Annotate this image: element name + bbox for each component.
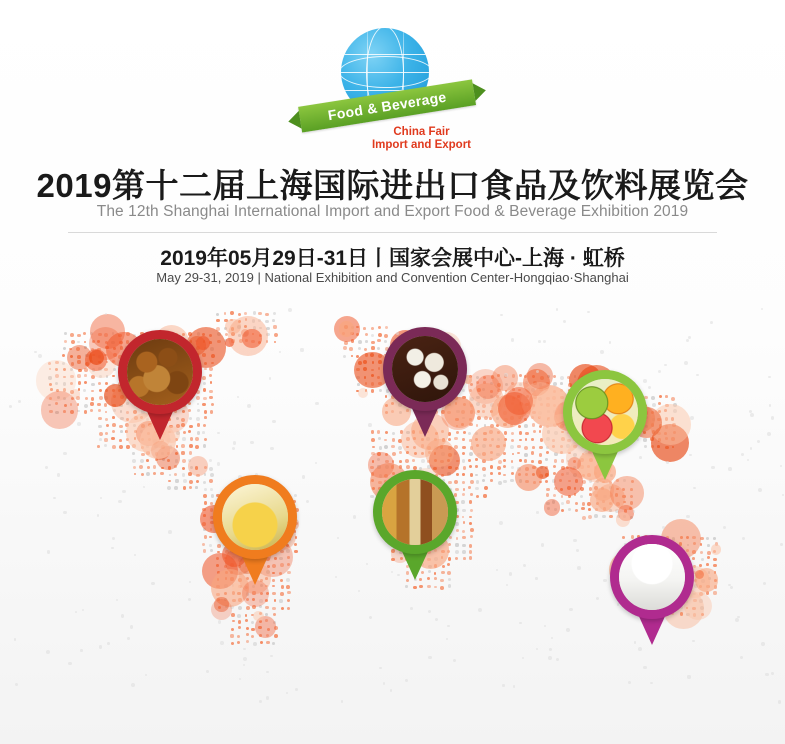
fresh-fruit-photo [572,379,638,445]
pin-chocolate[interactable] [383,327,467,439]
spices-and-grains-photo-fill [382,479,448,545]
olive-oil-photo [222,484,288,550]
pin-spices-head [373,470,457,554]
fresh-fruit-photo-fill [572,379,638,445]
world-map-graphic [0,305,785,705]
pin-milk-head [610,535,694,619]
logo-ribbon-text: Food & Beverage [326,88,447,124]
event-date-english: May 29-31, 2019 | National Exhibition and Convention Center-Hongqiao·Shanghai [156,270,629,285]
event-logo [0,22,785,150]
chocolate-and-nuts-photo-fill [392,336,458,402]
milk-photo [619,544,685,610]
nuts-and-dried-fruit-photo-fill [127,339,193,405]
pin-chocolate-head [383,327,467,411]
title-divider [68,232,717,233]
pin-milk[interactable] [610,535,694,647]
pin-fruit-head [563,370,647,454]
logo-subtitle [357,126,487,152]
logo-graphic [293,22,493,150]
pin-oil[interactable] [213,475,297,587]
nuts-and-dried-fruit-photo [127,339,193,405]
page-title-chinese: 2019第十二届上海国际进出口食品及饮料展览会 [36,167,749,204]
pin-fruit[interactable] [563,370,647,482]
pin-nuts-head [118,330,202,414]
milk-photo-fill [619,544,685,610]
event-date-chinese: 2019年05月29日-31日丨国家会展中心-上海 · 虹桥 [160,247,625,270]
spices-and-grains-photo [382,479,448,545]
page-title-english: The 12th Shanghai International Import and Export Food & Beverage Exhibition 2019 [96,203,689,220]
logo-subtitle-line1: China Fair [393,126,450,138]
pin-oil-head [213,475,297,559]
pin-spices[interactable] [373,470,457,582]
chocolate-and-nuts-photo [392,336,458,402]
olive-oil-photo-fill [222,484,288,550]
pin-nuts[interactable] [118,330,202,442]
logo-subtitle-line2: Import and Export [371,139,472,151]
